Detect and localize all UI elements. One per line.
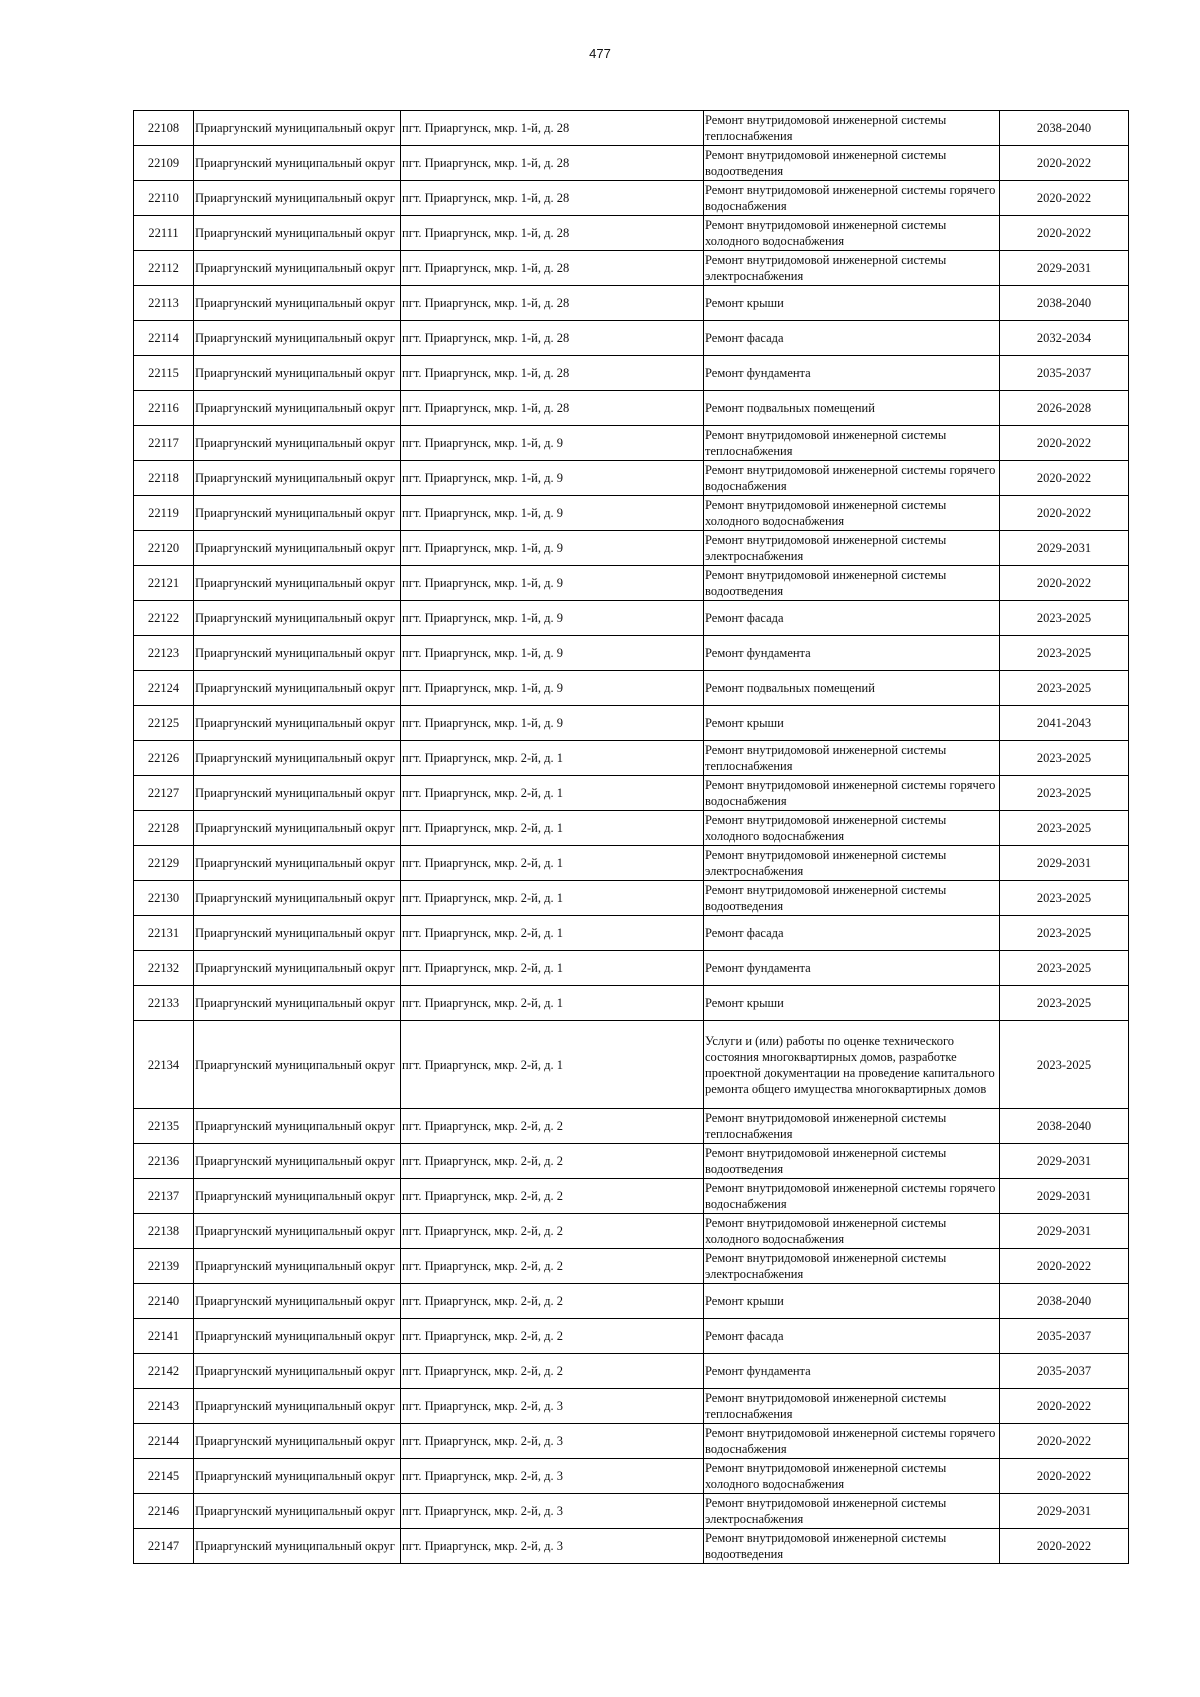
table-row [134,1459,1129,1494]
period-cell: 2029-2031 [1000,846,1129,881]
table-row [134,951,1129,986]
work-type-cell: Ремонт фасада [704,1319,1000,1354]
municipality-cell: Приаргунский муниципальный округ [194,356,401,391]
period-cell: 2023-2025 [1000,811,1129,846]
address-cell: пгт. Приаргунск, мкр. 2-й, д. 2 [401,1284,704,1319]
period-cell: 2020-2022 [1000,1249,1129,1284]
municipality-cell: Приаргунский муниципальный округ [194,1494,401,1529]
work-type-cell: Ремонт внутридомовой инженерной системы теплоснабжения [704,1389,1000,1424]
row-number: 22122 [134,601,194,636]
table-row [134,601,1129,636]
row-number: 22136 [134,1144,194,1179]
municipality-cell: Приаргунский муниципальный округ [194,1319,401,1354]
municipality-cell: Приаргунский муниципальный округ [194,1214,401,1249]
row-number: 22109 [134,146,194,181]
municipality-cell: Приаргунский муниципальный округ [194,1354,401,1389]
row-number: 22126 [134,741,194,776]
municipality-cell: Приаргунский муниципальный округ [194,846,401,881]
period-cell: 2020-2022 [1000,146,1129,181]
work-type-cell: Ремонт внутридомовой инженерной системы водоотведения [704,1144,1000,1179]
work-type-cell: Ремонт крыши [704,286,1000,321]
table-row [134,1529,1129,1564]
work-type-cell: Ремонт фасада [704,321,1000,356]
address-cell: пгт. Приаргунск, мкр. 2-й, д. 3 [401,1494,704,1529]
row-number: 22135 [134,1109,194,1144]
work-type-cell: Ремонт внутридомовой инженерной системы теплоснабжения [704,741,1000,776]
address-cell: пгт. Приаргунск, мкр. 2-й, д. 2 [401,1109,704,1144]
row-number: 22125 [134,706,194,741]
period-cell: 2020-2022 [1000,566,1129,601]
municipality-cell: Приаргунский муниципальный округ [194,181,401,216]
address-cell: пгт. Приаргунск, мкр. 2-й, д. 2 [401,1319,704,1354]
row-number: 22118 [134,461,194,496]
table-row [134,1249,1129,1284]
municipality-cell: Приаргунский муниципальный округ [194,986,401,1021]
row-number: 22119 [134,496,194,531]
table-row [134,916,1129,951]
row-number: 22120 [134,531,194,566]
period-cell: 2020-2022 [1000,496,1129,531]
address-cell: пгт. Приаргунск, мкр. 2-й, д. 3 [401,1424,704,1459]
table-row [134,251,1129,286]
table-row [134,846,1129,881]
page-number: 477 [589,46,611,61]
municipality-cell: Приаргунский муниципальный округ [194,1424,401,1459]
address-cell: пгт. Приаргунск, мкр. 1-й, д. 9 [401,461,704,496]
period-cell: 2035-2037 [1000,1319,1129,1354]
address-cell: пгт. Приаргунск, мкр. 1-й, д. 28 [401,286,704,321]
table-row [134,111,1129,146]
row-number: 22111 [134,216,194,251]
row-number: 22121 [134,566,194,601]
table-row [134,776,1129,811]
table-row [134,1354,1129,1389]
municipality-cell: Приаргунский муниципальный округ [194,671,401,706]
period-cell: 2041-2043 [1000,706,1129,741]
work-type-cell: Ремонт внутридомовой инженерной системы теплоснабжения [704,111,1000,146]
work-type-cell: Ремонт внутридомовой инженерной системы электроснабжения [704,251,1000,286]
row-number: 22142 [134,1354,194,1389]
registry-table [133,110,1129,1564]
work-type-cell: Ремонт фундамента [704,636,1000,671]
municipality-cell: Приаргунский муниципальный округ [194,636,401,671]
work-type-cell: Ремонт подвальных помещений [704,671,1000,706]
address-cell: пгт. Приаргунск, мкр. 2-й, д. 1 [401,951,704,986]
table-row [134,356,1129,391]
row-number: 22110 [134,181,194,216]
period-cell: 2023-2025 [1000,776,1129,811]
municipality-cell: Приаргунский муниципальный округ [194,916,401,951]
row-number: 22144 [134,1424,194,1459]
period-cell: 2023-2025 [1000,741,1129,776]
period-cell: 2020-2022 [1000,1529,1129,1564]
row-number: 22141 [134,1319,194,1354]
municipality-cell: Приаргунский муниципальный округ [194,601,401,636]
work-type-cell: Ремонт внутридомовой инженерной системы водоотведения [704,1529,1000,1564]
registry-table-body [134,111,1129,1564]
table-row [134,1179,1129,1214]
period-cell: 2029-2031 [1000,1214,1129,1249]
address-cell: пгт. Приаргунск, мкр. 1-й, д. 9 [401,531,704,566]
row-number: 22124 [134,671,194,706]
table-row [134,286,1129,321]
period-cell: 2026-2028 [1000,391,1129,426]
municipality-cell: Приаргунский муниципальный округ [194,391,401,426]
work-type-cell: Ремонт внутридомовой инженерной системы холодного водоснабжения [704,811,1000,846]
table-row [134,1284,1129,1319]
row-number: 22113 [134,286,194,321]
table-row [134,531,1129,566]
work-type-cell: Ремонт внутридомовой инженерной системы теплоснабжения [704,426,1000,461]
work-type-cell: Ремонт внутридомовой инженерной системы холодного водоснабжения [704,1214,1000,1249]
period-cell: 2029-2031 [1000,531,1129,566]
municipality-cell: Приаргунский муниципальный округ [194,1021,401,1109]
work-type-cell: Ремонт внутридомовой инженерной системы электроснабжения [704,1494,1000,1529]
address-cell: пгт. Приаргунск, мкр. 2-й, д. 1 [401,741,704,776]
period-cell: 2023-2025 [1000,671,1129,706]
municipality-cell: Приаргунский муниципальный округ [194,111,401,146]
period-cell: 2020-2022 [1000,426,1129,461]
address-cell: пгт. Приаргунск, мкр. 1-й, д. 9 [401,496,704,531]
row-number: 22140 [134,1284,194,1319]
work-type-cell: Услуги и (или) работы по оценке технического состояния многоквартирных домов, разработке проектной документации на проведение капитального ремонта общего имущества многоквартирных домов [704,1021,1000,1109]
period-cell: 2029-2031 [1000,251,1129,286]
period-cell: 2023-2025 [1000,1021,1129,1109]
period-cell: 2023-2025 [1000,601,1129,636]
period-cell: 2023-2025 [1000,916,1129,951]
period-cell: 2020-2022 [1000,181,1129,216]
row-number: 22139 [134,1249,194,1284]
address-cell: пгт. Приаргунск, мкр. 1-й, д. 9 [401,636,704,671]
table-row [134,1494,1129,1529]
municipality-cell: Приаргунский муниципальный округ [194,706,401,741]
row-number: 22143 [134,1389,194,1424]
row-number: 22145 [134,1459,194,1494]
work-type-cell: Ремонт внутридомовой инженерной системы электроснабжения [704,1249,1000,1284]
work-type-cell: Ремонт внутридомовой инженерной системы горячего водоснабжения [704,181,1000,216]
address-cell: пгт. Приаргунск, мкр. 2-й, д. 1 [401,986,704,1021]
period-cell: 2038-2040 [1000,1284,1129,1319]
work-type-cell: Ремонт внутридомовой инженерной системы водоотведения [704,881,1000,916]
municipality-cell: Приаргунский муниципальный округ [194,811,401,846]
work-type-cell: Ремонт внутридомовой инженерной системы водоотведения [704,146,1000,181]
work-type-cell: Ремонт внутридомовой инженерной системы горячего водоснабжения [704,1179,1000,1214]
address-cell: пгт. Приаргунск, мкр. 2-й, д. 2 [401,1249,704,1284]
municipality-cell: Приаргунский муниципальный округ [194,951,401,986]
table-row [134,1389,1129,1424]
period-cell: 2023-2025 [1000,881,1129,916]
period-cell: 2029-2031 [1000,1494,1129,1529]
municipality-cell: Приаргунский муниципальный округ [194,216,401,251]
table-row [134,881,1129,916]
period-cell: 2023-2025 [1000,951,1129,986]
table-row [134,216,1129,251]
table-row [134,986,1129,1021]
work-type-cell: Ремонт внутридомовой инженерной системы водоотведения [704,566,1000,601]
row-number: 22112 [134,251,194,286]
address-cell: пгт. Приаргунск, мкр. 2-й, д. 1 [401,916,704,951]
municipality-cell: Приаргунский муниципальный округ [194,776,401,811]
municipality-cell: Приаргунский муниципальный округ [194,881,401,916]
row-number: 22130 [134,881,194,916]
work-type-cell: Ремонт внутридомовой инженерной системы теплоснабжения [704,1109,1000,1144]
work-type-cell: Ремонт крыши [704,1284,1000,1319]
work-type-cell: Ремонт внутридомовой инженерной системы горячего водоснабжения [704,1424,1000,1459]
address-cell: пгт. Приаргунск, мкр. 1-й, д. 28 [401,356,704,391]
table-row [134,496,1129,531]
municipality-cell: Приаргунский муниципальный округ [194,286,401,321]
row-number: 22117 [134,426,194,461]
address-cell: пгт. Приаргунск, мкр. 1-й, д. 28 [401,111,704,146]
municipality-cell: Приаргунский муниципальный округ [194,1389,401,1424]
period-cell: 2032-2034 [1000,321,1129,356]
address-cell: пгт. Приаргунск, мкр. 2-й, д. 3 [401,1529,704,1564]
municipality-cell: Приаргунский муниципальный округ [194,1284,401,1319]
table-row [134,426,1129,461]
municipality-cell: Приаргунский муниципальный округ [194,1109,401,1144]
address-cell: пгт. Приаргунск, мкр. 1-й, д. 28 [401,181,704,216]
address-cell: пгт. Приаргунск, мкр. 1-й, д. 9 [401,426,704,461]
table-row [134,181,1129,216]
period-cell: 2023-2025 [1000,986,1129,1021]
address-cell: пгт. Приаргунск, мкр. 2-й, д. 1 [401,776,704,811]
work-type-cell: Ремонт внутридомовой инженерной системы электроснабжения [704,846,1000,881]
row-number: 22147 [134,1529,194,1564]
address-cell: пгт. Приаргунск, мкр. 2-й, д. 1 [401,811,704,846]
period-cell: 2023-2025 [1000,636,1129,671]
period-cell: 2020-2022 [1000,461,1129,496]
address-cell: пгт. Приаргунск, мкр. 2-й, д. 2 [401,1179,704,1214]
table-row [134,811,1129,846]
period-cell: 2020-2022 [1000,1424,1129,1459]
table-row [134,391,1129,426]
table-row [134,1214,1129,1249]
row-number: 22127 [134,776,194,811]
address-cell: пгт. Приаргунск, мкр. 1-й, д. 28 [401,146,704,181]
address-cell: пгт. Приаргунск, мкр. 2-й, д. 2 [401,1214,704,1249]
period-cell: 2020-2022 [1000,1389,1129,1424]
municipality-cell: Приаргунский муниципальный округ [194,321,401,356]
municipality-cell: Приаргунский муниципальный округ [194,531,401,566]
row-number: 22134 [134,1021,194,1109]
row-number: 22116 [134,391,194,426]
period-cell: 2035-2037 [1000,356,1129,391]
address-cell: пгт. Приаргунск, мкр. 2-й, д. 3 [401,1459,704,1494]
row-number: 22131 [134,916,194,951]
work-type-cell: Ремонт крыши [704,986,1000,1021]
row-number: 22108 [134,111,194,146]
work-type-cell: Ремонт фундамента [704,1354,1000,1389]
work-type-cell: Ремонт внутридомовой инженерной системы электроснабжения [704,531,1000,566]
municipality-cell: Приаргунский муниципальный округ [194,1529,401,1564]
work-type-cell: Ремонт фундамента [704,951,1000,986]
period-cell: 2020-2022 [1000,1459,1129,1494]
row-number: 22123 [134,636,194,671]
address-cell: пгт. Приаргунск, мкр. 2-й, д. 3 [401,1389,704,1424]
table-row [134,146,1129,181]
period-cell: 2038-2040 [1000,286,1129,321]
address-cell: пгт. Приаргунск, мкр. 1-й, д. 28 [401,216,704,251]
municipality-cell: Приаргунский муниципальный округ [194,146,401,181]
work-type-cell: Ремонт внутридомовой инженерной системы холодного водоснабжения [704,496,1000,531]
row-number: 22133 [134,986,194,1021]
address-cell: пгт. Приаргунск, мкр. 2-й, д. 2 [401,1144,704,1179]
address-cell: пгт. Приаргунск, мкр. 1-й, д. 9 [401,706,704,741]
table-row [134,461,1129,496]
row-number: 22114 [134,321,194,356]
municipality-cell: Приаргунский муниципальный округ [194,426,401,461]
work-type-cell: Ремонт фасада [704,601,1000,636]
table-row [134,1144,1129,1179]
work-type-cell: Ремонт внутридомовой инженерной системы горячего водоснабжения [704,461,1000,496]
row-number: 22128 [134,811,194,846]
municipality-cell: Приаргунский муниципальный округ [194,1249,401,1284]
period-cell: 2038-2040 [1000,111,1129,146]
address-cell: пгт. Приаргунск, мкр. 2-й, д. 1 [401,1021,704,1109]
address-cell: пгт. Приаргунск, мкр. 2-й, д. 2 [401,1354,704,1389]
period-cell: 2029-2031 [1000,1179,1129,1214]
table-row [134,671,1129,706]
address-cell: пгт. Приаргунск, мкр. 2-й, д. 1 [401,881,704,916]
table-row [134,1109,1129,1144]
row-number: 22137 [134,1179,194,1214]
work-type-cell: Ремонт внутридомовой инженерной системы холодного водоснабжения [704,1459,1000,1494]
municipality-cell: Приаргунский муниципальный округ [194,741,401,776]
table-row [134,636,1129,671]
work-type-cell: Ремонт фасада [704,916,1000,951]
row-number: 22138 [134,1214,194,1249]
address-cell: пгт. Приаргунск, мкр. 1-й, д. 9 [401,601,704,636]
work-type-cell: Ремонт фундамента [704,356,1000,391]
municipality-cell: Приаргунский муниципальный округ [194,1144,401,1179]
address-cell: пгт. Приаргунск, мкр. 2-й, д. 1 [401,846,704,881]
municipality-cell: Приаргунский муниципальный округ [194,496,401,531]
work-type-cell: Ремонт внутридомовой инженерной системы горячего водоснабжения [704,776,1000,811]
period-cell: 2020-2022 [1000,216,1129,251]
table-row [134,706,1129,741]
address-cell: пгт. Приаргунск, мкр. 1-й, д. 9 [401,566,704,601]
row-number: 22129 [134,846,194,881]
row-number: 22146 [134,1494,194,1529]
row-number: 22132 [134,951,194,986]
municipality-cell: Приаргунский муниципальный округ [194,251,401,286]
period-cell: 2029-2031 [1000,1144,1129,1179]
address-cell: пгт. Приаргунск, мкр. 1-й, д. 9 [401,671,704,706]
table-row [134,1319,1129,1354]
table-row [134,1021,1129,1109]
address-cell: пгт. Приаргунск, мкр. 1-й, д. 28 [401,391,704,426]
table-row [134,1424,1129,1459]
municipality-cell: Приаргунский муниципальный округ [194,1179,401,1214]
table-row [134,321,1129,356]
municipality-cell: Приаргунский муниципальный округ [194,566,401,601]
table-row [134,741,1129,776]
period-cell: 2035-2037 [1000,1354,1129,1389]
work-type-cell: Ремонт крыши [704,706,1000,741]
work-type-cell: Ремонт внутридомовой инженерной системы холодного водоснабжения [704,216,1000,251]
municipality-cell: Приаргунский муниципальный округ [194,461,401,496]
table-row [134,566,1129,601]
work-type-cell: Ремонт подвальных помещений [704,391,1000,426]
row-number: 22115 [134,356,194,391]
address-cell: пгт. Приаргунск, мкр. 1-й, д. 28 [401,321,704,356]
municipality-cell: Приаргунский муниципальный округ [194,1459,401,1494]
address-cell: пгт. Приаргунск, мкр. 1-й, д. 28 [401,251,704,286]
period-cell: 2038-2040 [1000,1109,1129,1144]
